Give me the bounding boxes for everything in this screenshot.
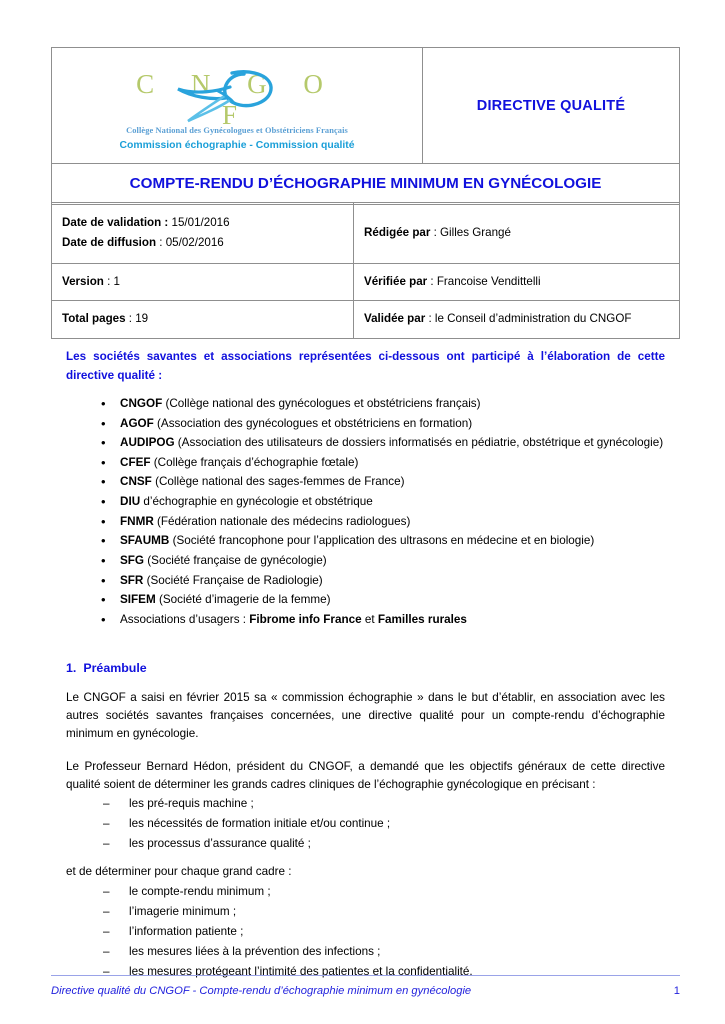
validee-par-cell [354, 301, 680, 338]
footer-title: Directive qualité du CNGOF - Compte-rendu d’échographie minimum en gynécologie [51, 985, 472, 997]
list-item [95, 552, 665, 570]
user-assoc-prefix: Associations d’usagers : [120, 612, 250, 626]
org-abbr: SIFEM [120, 593, 156, 607]
objectives-list-1 [66, 795, 665, 853]
org-abbr: CNGOF [120, 396, 163, 410]
validee-par-value: : le Conseil d’administration du CNGOF [425, 312, 632, 326]
org-abbr: AGOF [120, 416, 154, 430]
list-item: – les processus d’assurance qualité ; [99, 835, 665, 853]
list-item: – les nécessités de formation initiale et/ou continue ; [99, 815, 665, 833]
validation-dates-cell [52, 203, 354, 264]
org-abbr: AUDIPOG [120, 436, 175, 450]
fish-logo-icon [174, 67, 304, 123]
directive-label-cell [423, 48, 680, 164]
org-abbr: CNSF [120, 475, 152, 489]
paragraph-1: Le CNGOF a saisi en février 2015 sa « commission échographie » dans le but d’établir, en association avec les autres sociétés savantes françaises concernées, une directive qualité pour un compte-rendu d’échographie minimum en gynécologie. [66, 690, 665, 741]
date-diffusion-value: : 05/02/2016 [156, 236, 224, 249]
list-item [95, 434, 665, 452]
page-footer [51, 975, 680, 997]
redigee-par-cell [354, 203, 680, 264]
page-title: COMPTE-RENDU D’ÉCHOGRAPHIE MINIMUM EN GYNÉCOLOGIE [129, 175, 602, 192]
directive-qualite-label: DIRECTIVE QUALITÉ [476, 97, 626, 114]
user-assoc-conjunction: et [361, 612, 378, 626]
verifiee-par-label: Vérifiée par [364, 275, 428, 288]
section-title: Préambule [83, 660, 147, 675]
objectives-list-2 [66, 883, 665, 982]
list-item: – les mesures protégeant l’intimité des patientes et la confidentialité. [99, 963, 665, 981]
org-abbr: CFEF [120, 455, 151, 469]
intro-paragraph: Les sociétés savantes et associations représentées ci-dessous ont participé à l’élaboration de cette directive qualité : [66, 350, 665, 382]
org-name: (Fédération nationale des médecins radiologues) [153, 514, 411, 528]
org-abbr: SFR [120, 573, 144, 587]
main-title-cell [52, 164, 680, 205]
logo-subtitle-secondary: Commission échographie - Commission qualité [119, 140, 355, 151]
date-validation-label: Date de validation : [62, 215, 169, 229]
redigee-par-value: : Gilles Grangé [430, 225, 511, 239]
paragraph-3: et de déterminer pour chaque grand cadre : [66, 865, 292, 879]
org-name: (Collège national des gynécologues et obstétriciens français) [162, 396, 481, 410]
document-body [66, 348, 665, 991]
list-item [95, 532, 665, 550]
total-pages-label: Total pages [62, 312, 126, 326]
org-name: (Collège national des sages-femmes de France) [151, 475, 405, 489]
list-item [95, 591, 665, 609]
list-item [95, 473, 665, 491]
list-item [95, 493, 665, 511]
list-item: – le compte-rendu minimum ; [99, 883, 665, 901]
org-name: (Société française de gynécologie) [144, 553, 327, 567]
list-item [95, 513, 665, 531]
footer-content [51, 985, 680, 997]
version-label: Version [62, 275, 104, 288]
version-cell [52, 264, 354, 301]
redigee-par-label: Rédigée par [364, 225, 431, 239]
organisations-list [66, 395, 665, 629]
total-pages-cell [52, 301, 354, 338]
org-abbr: SFG [120, 553, 145, 567]
org-name: (Association des utilisateurs de dossiers informatisés en pédiatrie, obstétrique et gynécologie) [174, 436, 664, 450]
table-row [52, 203, 680, 264]
verifiee-par-cell [354, 264, 680, 301]
cngof-logo [112, 63, 362, 130]
list-item: – l’imagerie minimum ; [99, 903, 665, 921]
user-assoc-name-1: Fibrome info France [249, 612, 362, 626]
header-table [51, 47, 680, 205]
validee-par-label: Validée par [364, 312, 426, 326]
user-assoc-name-2: Familles rurales [377, 612, 467, 626]
footer-page-number: 1 [673, 985, 680, 997]
date-diffusion-label: Date de diffusion [62, 236, 157, 249]
logo-subtitle-primary: Collège National des Gynécologues et Obstétriciens Français [126, 126, 348, 135]
org-name: d’échographie en gynécologie et obstétrique [140, 495, 373, 509]
org-abbr: FNMR [120, 514, 154, 528]
org-name: (Société d’imagerie de la femme) [155, 593, 331, 607]
list-item: – les mesures liées à la prévention des infections ; [99, 943, 665, 961]
table-row [52, 301, 680, 338]
total-pages-value: : 19 [125, 312, 149, 326]
logo-cell [52, 48, 423, 164]
list-item [95, 454, 665, 472]
org-name: (Société francophone pour l’application des ultrasons en médecine et en biologie) [169, 534, 595, 548]
header-logo-row [52, 48, 680, 164]
verifiee-par-value: : Francoise Vendittelli [427, 275, 541, 288]
version-value: : 1 [103, 275, 121, 288]
list-item: – les pré-requis machine ; [99, 795, 665, 813]
list-item: – l’information patiente ; [99, 923, 665, 941]
list-item [95, 395, 665, 413]
list-item [95, 572, 665, 590]
org-abbr: DIU [120, 495, 141, 509]
section-heading-preambule [66, 659, 665, 678]
date-diffusion-line [62, 233, 343, 253]
paragraph-2: Le Professeur Bernard Hédon, président du CNGOF, a demandé que les objectifs généraux de cette directive qualité soient de déterminer les grands cadres cliniques de l’échographie gynécologique en précisant : [66, 759, 665, 791]
metadata-table [51, 202, 680, 339]
cngof-wordmark-text: C N G O F [136, 69, 338, 130]
org-name: (Collège français d’échographie fœtale) [150, 455, 359, 469]
section-number: 1. [66, 660, 77, 675]
header-title-row [52, 164, 680, 205]
footer-divider [51, 975, 680, 976]
org-name: (Association des gynécologues et obstétriciens en formation) [153, 416, 473, 430]
org-abbr: SFAUMB [120, 534, 170, 548]
date-validation-line [62, 213, 343, 233]
list-item-user-associations [95, 611, 665, 629]
org-name: (Société Française de Radiologie) [143, 573, 323, 587]
date-validation-value: 15/01/2016 [168, 215, 230, 229]
table-row [52, 264, 680, 301]
list-item [95, 415, 665, 433]
